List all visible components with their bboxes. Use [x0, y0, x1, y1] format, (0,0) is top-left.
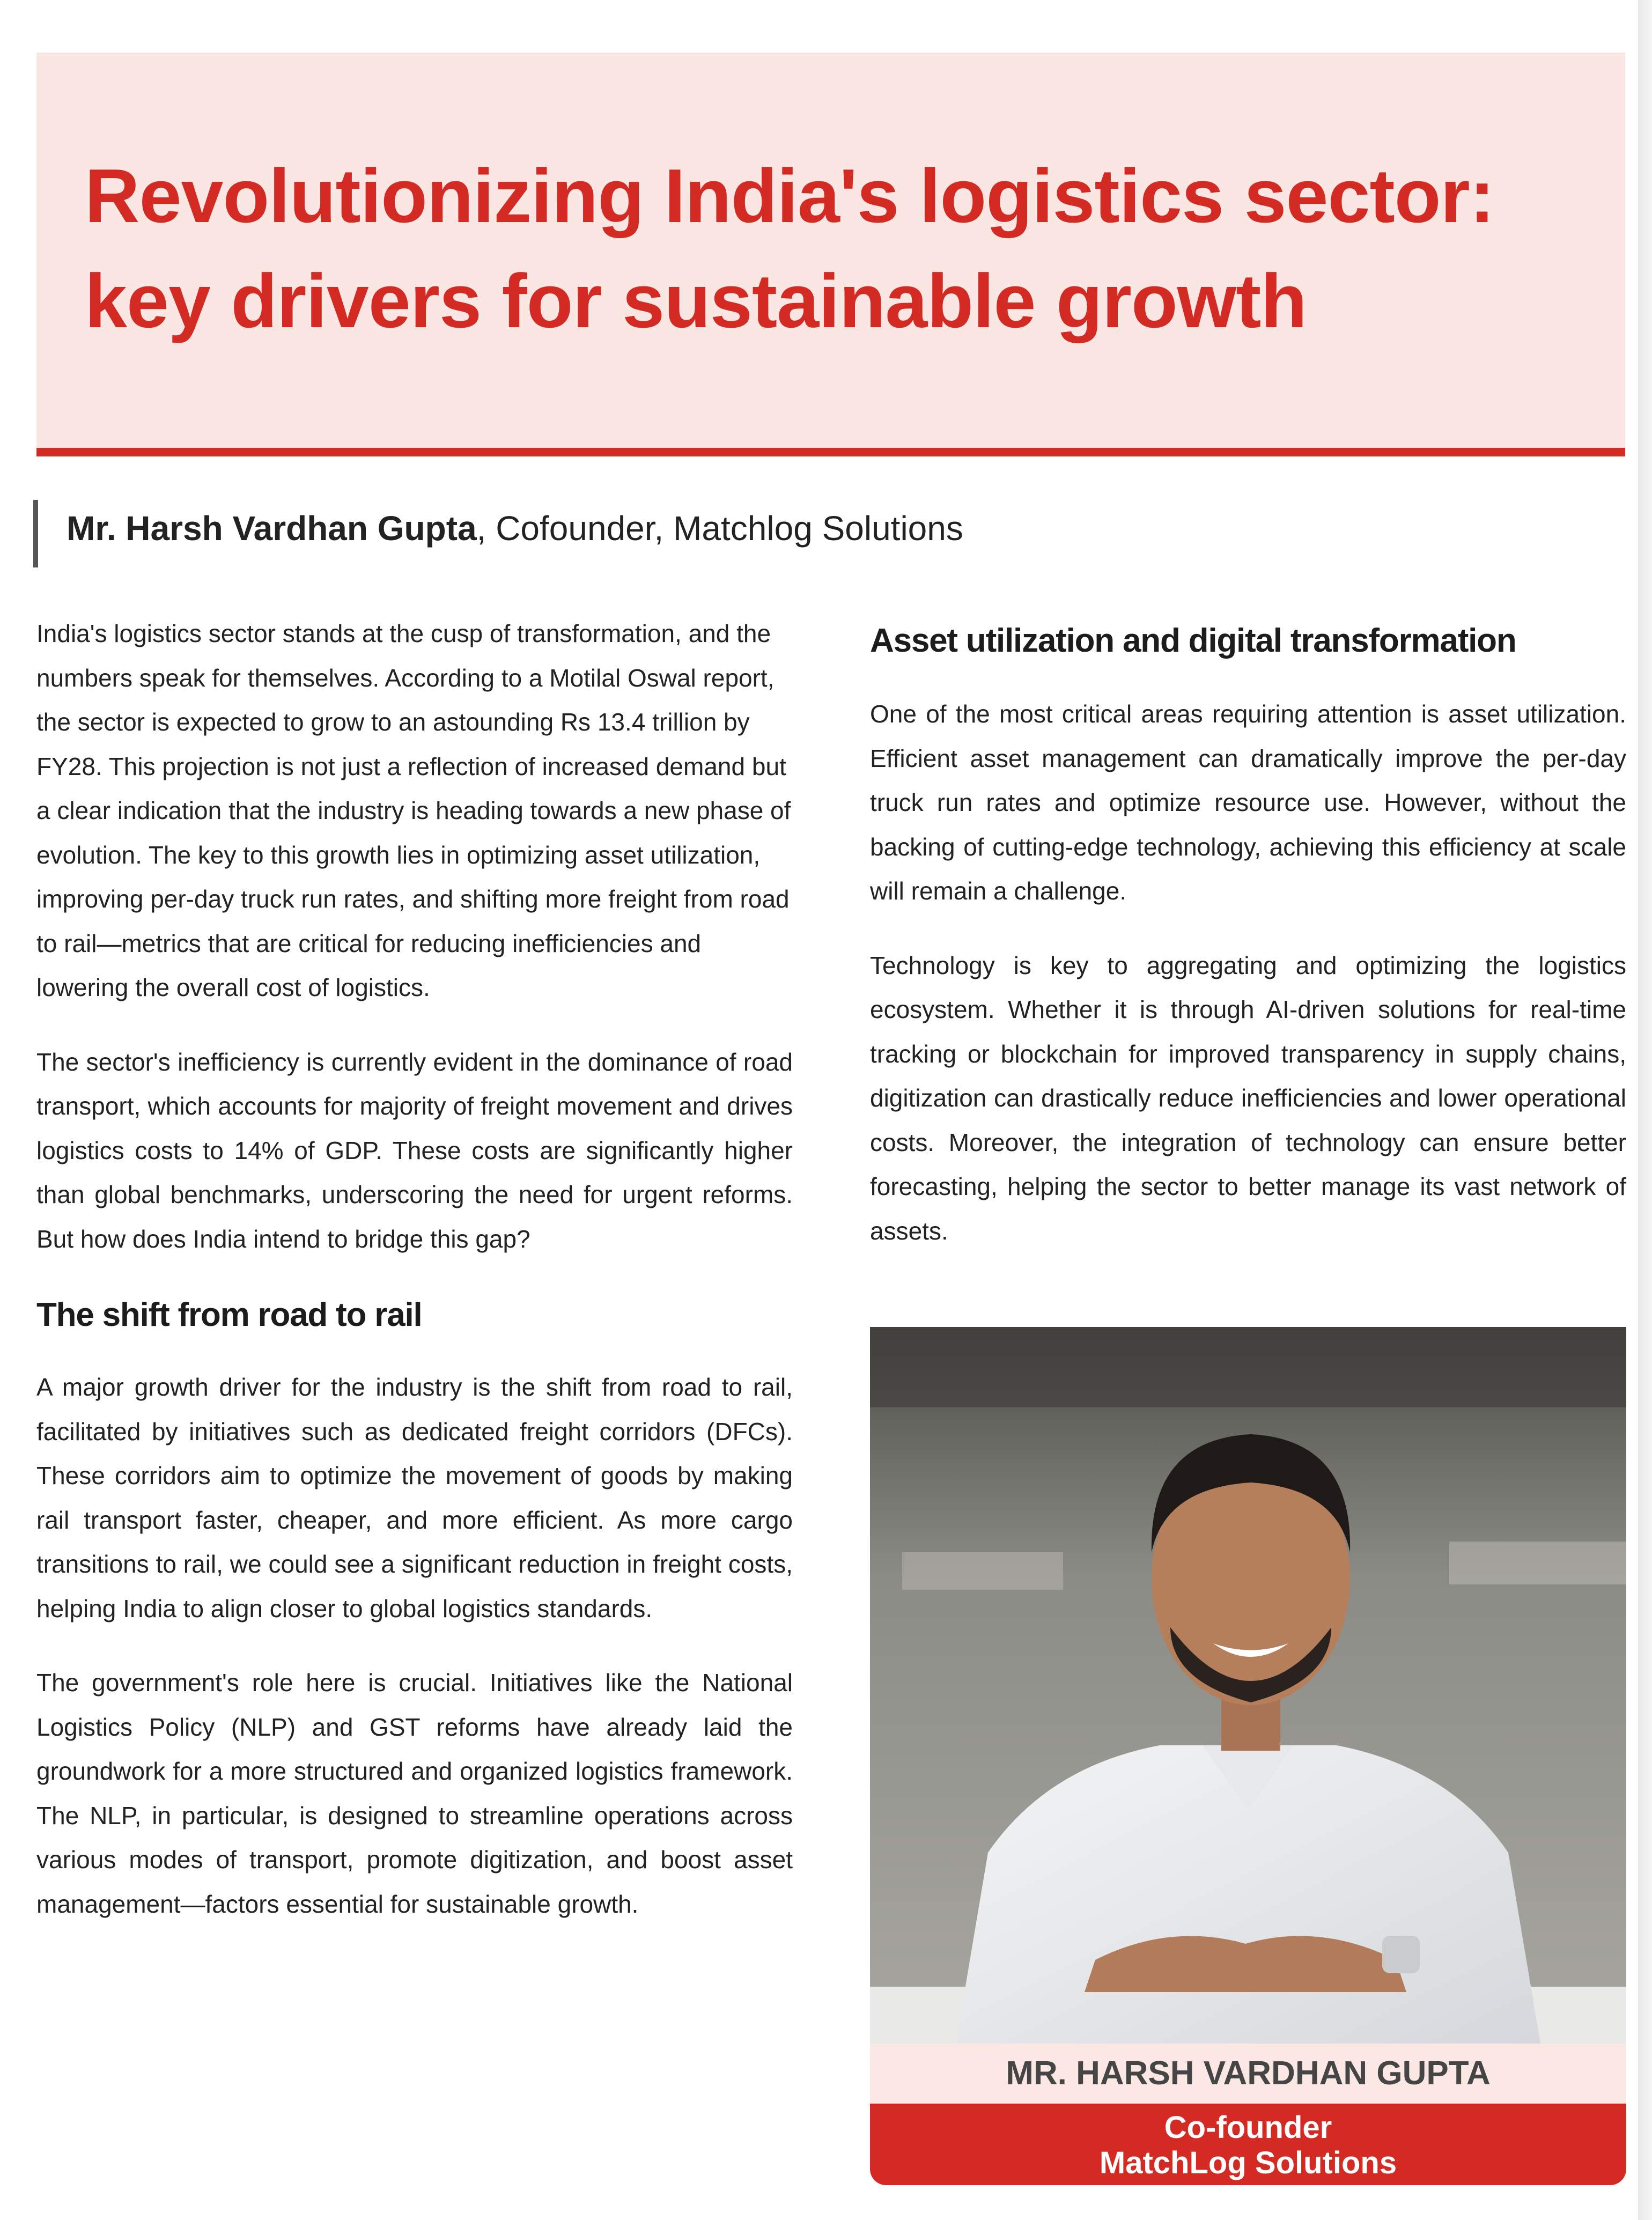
- asset-utilization-paragraph: One of the most critical areas requiring attention is asset utilization. Efficient asset management can dramatically improve the per-day truck run rates and optimize resource use. However, without the backing of cutting-edge technology, achieving this efficiency at scale will remain a challenge.: [870, 700, 1626, 905]
- photo-caption-name: MR. HARSH VARDHAN GUPTA: [870, 2044, 1626, 2104]
- author-portrait-illustration: [870, 1327, 1626, 2044]
- author-name: Mr. Harsh Vardhan Gupta: [67, 509, 477, 548]
- intro-paragraph: India's logistics sector stands at the cusp of transformation, and the numbers speak for themselves. According to a Motilal Oswal report, the sector is expected to grow to an astounding Rs 13.4 trillion by FY28. This projection is not just a reflection of increased demand but a clear indication that the industry is heading towards a new phase of evolution. The key to this growth lies in optimizing asset utilization, improving per-day truck run rates, and shifting more freight from road to rail—metrics that are critical for reducing inefficiencies and lowering the overall cost of logistics.: [36, 619, 791, 1001]
- page-edge: [1638, 0, 1652, 2220]
- byline-accent-bar: [33, 500, 38, 567]
- photo-caption-company: MatchLog Solutions: [1099, 2145, 1397, 2180]
- right-column: [870, 617, 1626, 1253]
- inefficiency-paragraph: The sector's inefficiency is currently evident in the dominance of road transport, which accounts for majority of freight movement and drives logistics costs to 14% of GDP. These costs are significantly higher than global benchmarks, underscoring the need for urgent reforms. But how does India intend to bridge this gap?: [36, 1048, 793, 1253]
- article-title: [85, 144, 1608, 354]
- article-title-line-1: Revolutionizing India's logistics sector:: [85, 153, 1495, 239]
- photo-caption-role: [870, 2104, 1626, 2185]
- road-to-rail-paragraph: A major growth driver for the industry is the shift from road to rail, facilitated by initiatives such as dedicated freight corridors (DFCs). These corridors aim to optimize the movement of goods by making rail transport faster, cheaper, and more efficient. As more cargo transitions to rail, we could see a significant reduction in freight costs, helping India to align closer to global logistics standards.: [36, 1373, 793, 1622]
- left-column: [36, 611, 793, 1926]
- title-divider: [36, 448, 1625, 456]
- technology-paragraph: Technology is key to aggregating and optimizing the logistics ecosystem. Whether it is through AI-driven solutions for real-time tracking or blockchain for improved transparency in supply chains, digitization can drastically reduce inefficiencies and lower operational costs. Moreover, the integration of technology can ensure better forecasting, helping the sector to better manage its vast network of assets.: [870, 951, 1626, 1245]
- author-role: , Cofounder, Matchlog Solutions: [476, 509, 963, 548]
- photo-caption-title: Co-founder: [1164, 2110, 1332, 2145]
- road-to-rail-heading: The shift from road to rail: [36, 1296, 422, 1333]
- author-byline: [67, 507, 963, 550]
- author-photo: [870, 1327, 1626, 2044]
- article-title-line-2: key drivers for sustainable growth: [85, 259, 1307, 344]
- asset-utilization-heading: Asset utilization and digital transformation: [870, 622, 1516, 659]
- government-role-paragraph: The government's role here is crucial. Initiatives like the National Logistics Policy (NLP) and GST reforms have already laid the groundwork for a more structured and organized logistics framework. The NLP, in particular, is designed to streamline operations across various modes of transport, promote digitization, and boost asset management—factors essential for sustainable growth.: [36, 1669, 793, 1918]
